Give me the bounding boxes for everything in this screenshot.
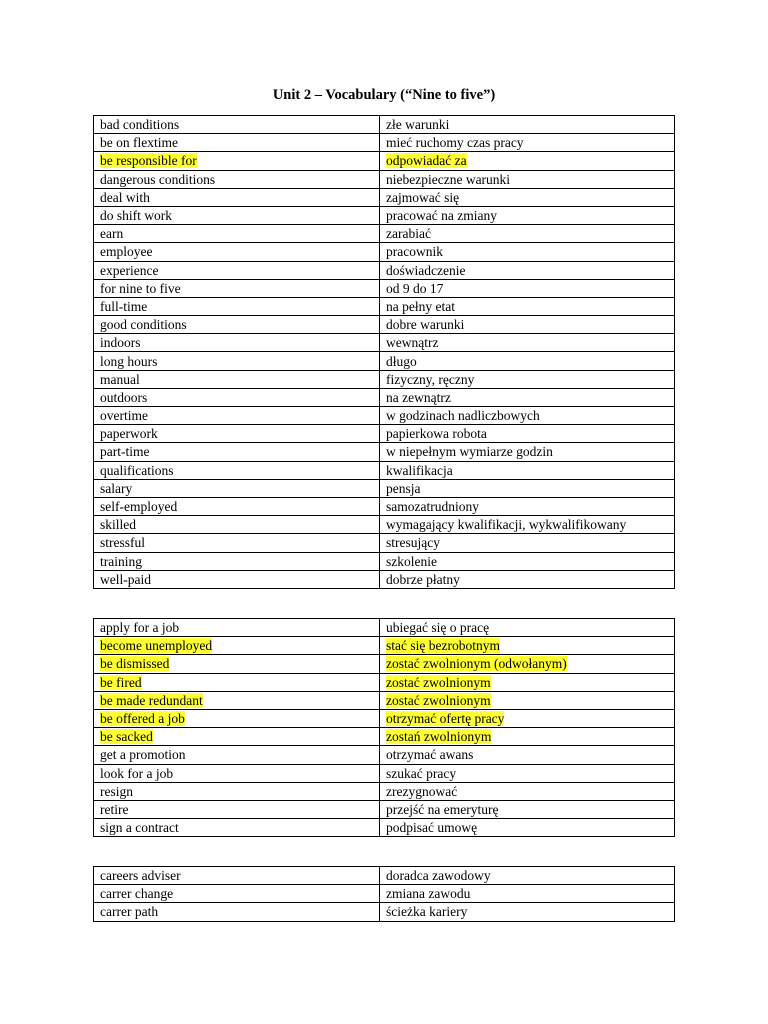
table-row — [94, 673, 675, 691]
table-row — [94, 243, 675, 261]
polish-translation-cell — [380, 116, 675, 134]
polish-translation: szukać pracy — [386, 765, 457, 781]
polish-translation-cell — [380, 782, 675, 800]
table-row — [94, 116, 675, 134]
polish-translation-cell — [380, 516, 675, 534]
table-row — [94, 388, 675, 406]
english-term-cell — [94, 352, 380, 370]
english-term-cell — [94, 552, 380, 570]
table-row — [94, 206, 675, 224]
polish-translation: szkolenie — [386, 553, 437, 569]
polish-translation: doradca zawodowy — [386, 868, 491, 884]
table-row — [94, 297, 675, 315]
table-row — [94, 655, 675, 673]
english-term: be sacked — [100, 729, 153, 745]
polish-translation: zajmować się — [386, 189, 460, 205]
polish-translation-cell — [380, 746, 675, 764]
polish-translation: ubiegać się o pracę — [386, 620, 490, 636]
english-term: manual — [100, 371, 140, 387]
polish-translation: pracownik — [386, 244, 443, 260]
english-term: paperwork — [100, 426, 158, 442]
table-row — [94, 334, 675, 352]
polish-translation-cell — [380, 261, 675, 279]
english-term-cell — [94, 673, 380, 691]
english-term-cell — [94, 619, 380, 637]
polish-translation-cell — [380, 334, 675, 352]
english-term: be on flextime — [100, 135, 178, 151]
polish-translation: od 9 do 17 — [386, 280, 444, 296]
english-term: sign a contract — [100, 820, 179, 836]
english-term: careers adviser — [100, 868, 181, 884]
english-term-cell — [94, 479, 380, 497]
english-term-cell — [94, 261, 380, 279]
polish-translation-cell — [380, 206, 675, 224]
table-row — [94, 728, 675, 746]
polish-translation-cell — [380, 188, 675, 206]
polish-translation: niebezpieczne warunki — [386, 171, 511, 187]
polish-translation-cell — [380, 764, 675, 782]
english-term: dangerous conditions — [100, 171, 216, 187]
polish-translation-cell — [380, 352, 675, 370]
polish-translation: ścieżka kariery — [386, 904, 468, 920]
table-row — [94, 552, 675, 570]
polish-translation: papierkowa robota — [386, 426, 487, 442]
english-term-cell — [94, 691, 380, 709]
polish-translation-cell — [380, 709, 675, 727]
polish-translation: dobrze płatny — [386, 571, 460, 587]
polish-translation-cell — [380, 461, 675, 479]
table-row — [94, 534, 675, 552]
polish-translation-cell — [380, 867, 675, 885]
english-term-cell — [94, 534, 380, 552]
english-term: full-time — [100, 298, 148, 314]
english-term-cell — [94, 764, 380, 782]
polish-translation: odpowiadać za — [386, 153, 467, 169]
english-term-cell — [94, 116, 380, 134]
english-term: bad conditions — [100, 117, 180, 133]
english-term: deal with — [100, 189, 150, 205]
table-row — [94, 570, 675, 588]
polish-translation-cell — [380, 170, 675, 188]
table-row — [94, 903, 675, 921]
polish-translation-cell — [380, 691, 675, 709]
table-row — [94, 134, 675, 152]
polish-translation: na zewnątrz — [386, 389, 451, 405]
polish-translation-cell — [380, 370, 675, 388]
english-term: carrer path — [100, 904, 159, 920]
english-term: earn — [100, 226, 124, 242]
polish-translation: w niepełnym wymiarze godzin — [386, 444, 553, 460]
table-row — [94, 188, 675, 206]
polish-translation: długo — [386, 353, 417, 369]
polish-translation: wymagający kwalifikacji, wykwalifikowany — [386, 517, 627, 533]
english-term: good conditions — [100, 317, 187, 333]
polish-translation-cell — [380, 655, 675, 673]
vocab-table-job-actions — [93, 618, 675, 837]
table-row — [94, 800, 675, 818]
english-term-cell — [94, 407, 380, 425]
polish-translation: zostać zwolnionym (odwołanym) — [386, 656, 567, 672]
english-term-cell — [94, 885, 380, 903]
english-term: apply for a job — [100, 620, 180, 636]
polish-translation-cell — [380, 134, 675, 152]
english-term-cell — [94, 782, 380, 800]
polish-translation-cell — [380, 570, 675, 588]
english-term: skilled — [100, 517, 136, 533]
english-term-cell — [94, 388, 380, 406]
polish-translation: dobre warunki — [386, 317, 465, 333]
table-row — [94, 516, 675, 534]
polish-translation-cell — [380, 152, 675, 170]
english-term: become unemployed — [100, 638, 213, 654]
english-term: be offered a job — [100, 711, 185, 727]
english-term-cell — [94, 443, 380, 461]
english-term: part-time — [100, 444, 150, 460]
english-term-cell — [94, 497, 380, 515]
english-term-cell — [94, 334, 380, 352]
english-term-cell — [94, 746, 380, 764]
english-term-cell — [94, 903, 380, 921]
polish-translation: samozatrudniony — [386, 499, 479, 515]
polish-translation-cell — [380, 903, 675, 921]
english-term-cell — [94, 188, 380, 206]
english-term: overtime — [100, 408, 148, 424]
english-term: indoors — [100, 335, 141, 351]
english-term-cell — [94, 370, 380, 388]
table-row — [94, 709, 675, 727]
english-term-cell — [94, 655, 380, 673]
polish-translation-cell — [380, 425, 675, 443]
polish-translation-cell — [380, 443, 675, 461]
polish-translation: zostać zwolnionym — [386, 692, 491, 708]
table-row — [94, 461, 675, 479]
polish-translation-cell — [380, 479, 675, 497]
english-term: outdoors — [100, 389, 148, 405]
english-term: resign — [100, 783, 133, 799]
polish-translation: pensja — [386, 480, 421, 496]
polish-translation-cell — [380, 407, 675, 425]
english-term: experience — [100, 262, 159, 278]
table-row — [94, 152, 675, 170]
english-term: do shift work — [100, 208, 172, 224]
table-row — [94, 885, 675, 903]
polish-translation-cell — [380, 637, 675, 655]
table-row — [94, 867, 675, 885]
english-term: carrer change — [100, 886, 174, 902]
polish-translation: na pełny etat — [386, 298, 455, 314]
polish-translation: otrzymać awans — [386, 747, 474, 763]
polish-translation: podpisać umowę — [386, 820, 478, 836]
polish-translation-cell — [380, 316, 675, 334]
polish-translation: stać się bezrobotnym — [386, 638, 500, 654]
table-row — [94, 279, 675, 297]
english-term-cell — [94, 243, 380, 261]
english-term-cell — [94, 461, 380, 479]
english-term-cell — [94, 819, 380, 837]
english-term: salary — [100, 480, 133, 496]
polish-translation: stresujący — [386, 535, 440, 551]
english-term-cell — [94, 637, 380, 655]
english-term: be responsible for — [100, 153, 197, 169]
english-term-cell — [94, 425, 380, 443]
english-term-cell — [94, 709, 380, 727]
english-term-cell — [94, 279, 380, 297]
english-term-cell — [94, 728, 380, 746]
polish-translation-cell — [380, 297, 675, 315]
table-row — [94, 407, 675, 425]
table-row — [94, 479, 675, 497]
table-row — [94, 637, 675, 655]
polish-translation: przejść na emeryturę — [386, 801, 499, 817]
polish-translation-cell — [380, 243, 675, 261]
polish-translation: zrezygnować — [386, 783, 458, 799]
english-term-cell — [94, 225, 380, 243]
english-term-cell — [94, 134, 380, 152]
polish-translation-cell — [380, 673, 675, 691]
polish-translation: zarabiać — [386, 226, 431, 242]
table-row — [94, 425, 675, 443]
polish-translation: fizyczny, ręczny — [386, 371, 475, 387]
table-row — [94, 619, 675, 637]
page-title: Unit 2 – Vocabulary (“Nine to five”) — [272, 87, 496, 103]
table-row — [94, 261, 675, 279]
table-row — [94, 316, 675, 334]
english-term-cell — [94, 206, 380, 224]
english-term-cell — [94, 867, 380, 885]
polish-translation: złe warunki — [386, 117, 450, 133]
english-term: well-paid — [100, 571, 151, 587]
polish-translation-cell — [380, 885, 675, 903]
english-term: be fired — [100, 674, 142, 690]
polish-translation: zostać zwolnionym — [386, 674, 491, 690]
polish-translation-cell — [380, 552, 675, 570]
table-row — [94, 443, 675, 461]
english-term: stressful — [100, 535, 145, 551]
polish-translation-cell — [380, 800, 675, 818]
polish-translation-cell — [380, 619, 675, 637]
english-term: for nine to five — [100, 280, 181, 296]
english-term: look for a job — [100, 765, 174, 781]
polish-translation: otrzymać ofertę pracy — [386, 711, 505, 727]
english-term: get a promotion — [100, 747, 186, 763]
table-row — [94, 370, 675, 388]
english-term-cell — [94, 570, 380, 588]
table-row — [94, 225, 675, 243]
polish-translation: w godzinach nadliczbowych — [386, 408, 540, 424]
vocab-table-work-conditions — [93, 115, 675, 589]
polish-translation: kwalifikacja — [386, 462, 453, 478]
polish-translation: zmiana zawodu — [386, 886, 471, 902]
polish-translation: wewnątrz — [386, 335, 439, 351]
polish-translation-cell — [380, 728, 675, 746]
polish-translation-cell — [380, 497, 675, 515]
polish-translation-cell — [380, 819, 675, 837]
english-term-cell — [94, 800, 380, 818]
table-row — [94, 691, 675, 709]
english-term-cell — [94, 152, 380, 170]
english-term: training — [100, 553, 142, 569]
english-term: self-employed — [100, 499, 178, 515]
english-term: retire — [100, 801, 129, 817]
english-term-cell — [94, 516, 380, 534]
table-row — [94, 819, 675, 837]
polish-translation-cell — [380, 388, 675, 406]
english-term: employee — [100, 244, 153, 260]
table-row — [94, 764, 675, 782]
vocab-table-careers — [93, 866, 675, 922]
english-term: qualifications — [100, 462, 174, 478]
polish-translation: mieć ruchomy czas pracy — [386, 135, 524, 151]
table-row — [94, 782, 675, 800]
english-term-cell — [94, 316, 380, 334]
table-row — [94, 746, 675, 764]
polish-translation: zostań zwolnionym — [386, 729, 492, 745]
english-term: be made redundant — [100, 692, 203, 708]
english-term: be dismissed — [100, 656, 170, 672]
table-row — [94, 497, 675, 515]
english-term-cell — [94, 170, 380, 188]
polish-translation-cell — [380, 534, 675, 552]
polish-translation-cell — [380, 225, 675, 243]
polish-translation: doświadczenie — [386, 262, 466, 278]
table-row — [94, 170, 675, 188]
polish-translation: pracować na zmiany — [386, 208, 497, 224]
table-row — [94, 352, 675, 370]
polish-translation-cell — [380, 279, 675, 297]
english-term-cell — [94, 297, 380, 315]
english-term: long hours — [100, 353, 158, 369]
